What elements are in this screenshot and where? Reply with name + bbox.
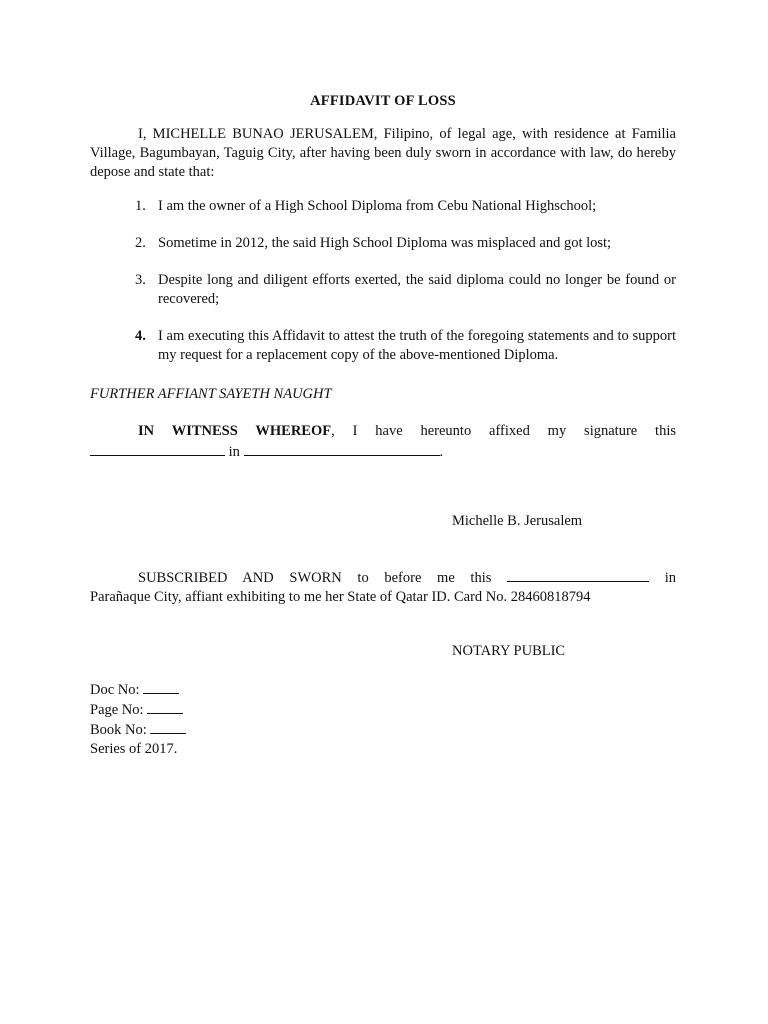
intro-paragraph: I, MICHELLE BUNAO JERUSALEM, Filipino, of legal age, with residence at Familia Village, Bagumbayan, Taguig City, after having been duly sworn in accordance with law, do hereby depose and state that: xyxy=(90,126,676,180)
list-item xyxy=(90,271,676,309)
item-number: 2. xyxy=(135,235,146,251)
place-blank xyxy=(244,441,440,456)
item-number: 1. xyxy=(135,198,146,214)
sworn-date-blank xyxy=(507,567,649,582)
item-text: Despite long and diligent efforts exerted, the said diploma could no longer be found or recovered; xyxy=(158,272,676,307)
notary-public-label: NOTARY PUBLIC xyxy=(452,643,566,659)
book-no-label: Book No: xyxy=(90,722,147,738)
affidavit-page xyxy=(90,92,676,759)
item-number: 3. xyxy=(135,272,146,288)
item-text: I am the owner of a High School Diploma from Cebu National Highschool; xyxy=(158,198,597,214)
date-blank xyxy=(90,441,225,456)
page-no-blank xyxy=(147,700,183,714)
notarial-register xyxy=(90,680,676,759)
witness-clause xyxy=(90,422,676,462)
witness-text: , I have hereunto affixed my signature this xyxy=(331,423,677,439)
witness-end: . xyxy=(439,444,444,460)
witness-heading: IN WITNESS WHEREOF xyxy=(138,423,332,439)
item-text: Sometime in 2012, the said High School Diploma was misplaced and got lost; xyxy=(158,235,612,251)
subscribed-id-line: Parañaque City, affiant exhibiting to me her State of Qatar ID. Card No. 28460818794 xyxy=(90,589,591,605)
list-item xyxy=(90,197,676,216)
list-item xyxy=(90,234,676,253)
page-no-label: Page No: xyxy=(90,702,144,718)
subscribed-in: in xyxy=(664,570,677,586)
doc-no-label: Doc No: xyxy=(90,682,140,698)
series-line: Series of 2017. xyxy=(90,741,178,757)
signatory-name: Michelle B. Jerusalem xyxy=(452,513,583,529)
subscribed-text: SUBSCRIBED AND SWORN to before me this xyxy=(138,570,492,586)
statement-list xyxy=(90,197,676,365)
doc-no-blank xyxy=(143,680,179,694)
further-affiant-line: FURTHER AFFIANT SAYETH NAUGHT xyxy=(90,386,332,402)
subscribed-clause xyxy=(90,567,676,607)
list-item xyxy=(90,327,676,365)
document-title: AFFIDAVIT OF LOSS xyxy=(310,93,456,109)
book-no-blank xyxy=(150,720,186,734)
item-number: 4. xyxy=(135,328,146,344)
witness-in: in xyxy=(228,444,240,460)
item-text: I am executing this Affidavit to attest the truth of the foregoing statements and to support my request for a replacement copy of the above-mentioned Diploma. xyxy=(158,328,676,363)
